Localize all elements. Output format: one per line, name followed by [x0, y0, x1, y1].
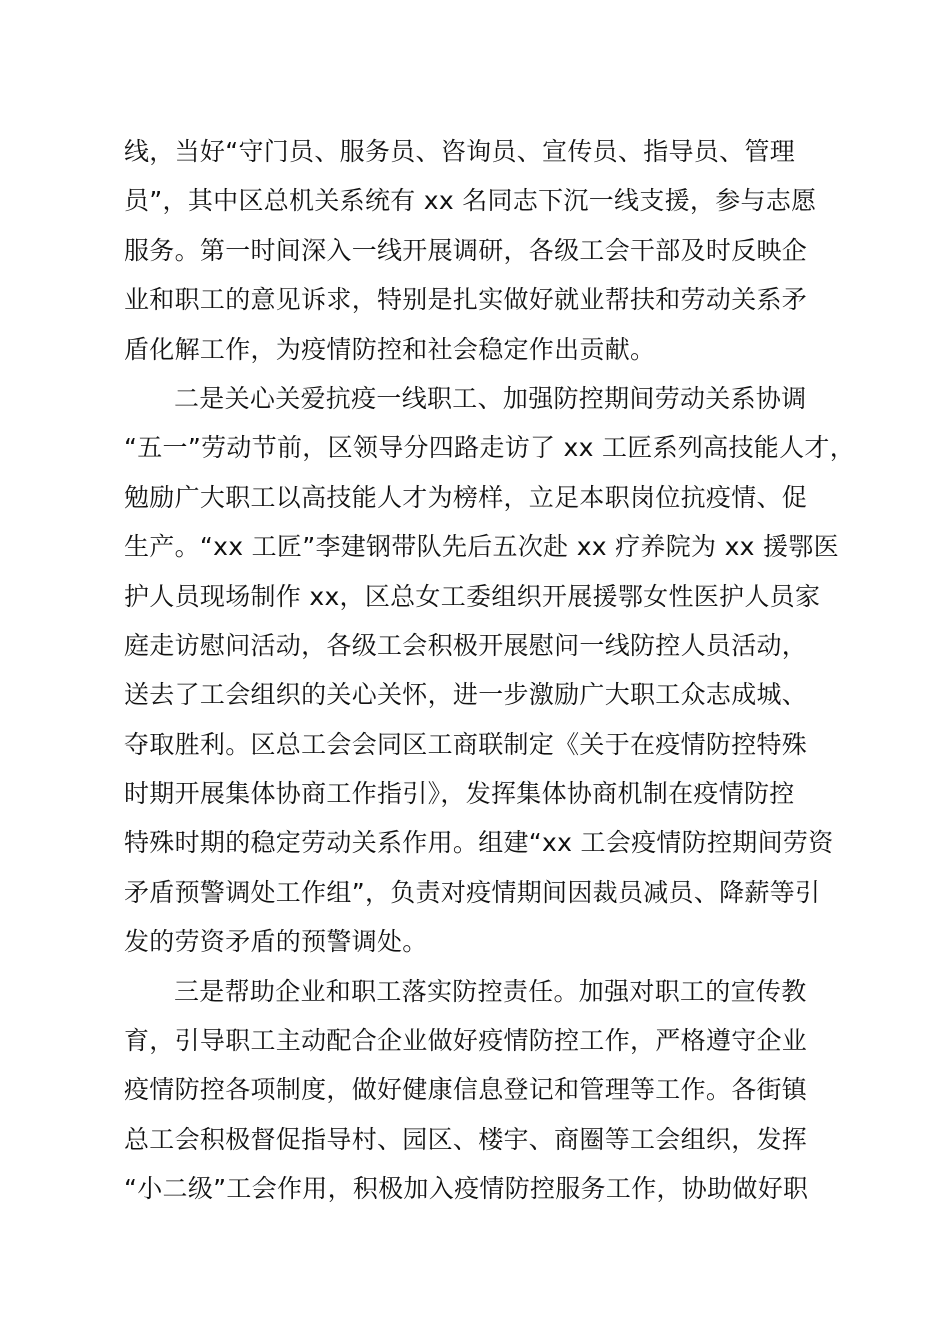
text-line: 育，引导职工主动配合企业做好疫情防控工作，严格遵守企业 [124, 1026, 808, 1056]
text-line: 庭走访慰问活动，各级工会积极开展慰问一线防控人员活动， [124, 630, 808, 660]
text-line: 服务。第一时间深入一线开展调研，各级工会干部及时反映企 [124, 235, 808, 265]
document-body [124, 127, 855, 1214]
text-line: 生产。“xx 工匠”李建钢带队先后五次赴 xx 疗养院为 xx 援鄂医 [124, 532, 839, 562]
text-line: 线，当好“守门员、服务员、咨询员、宣传员、指导员、管理 [124, 137, 796, 166]
text-line: 盾化解工作，为疫情防控和社会稳定作出贡献。 [124, 334, 656, 364]
text-line: 时期开展集体协商工作指引》，发挥集体协商机制在疫情防控 [124, 779, 795, 809]
text-line: 疫情防控各项制度，做好健康信息登记和管理等工作。各街镇 [124, 1075, 808, 1105]
text-line: “五一”劳动节前，区领导分四路走访了 xx 工匠系列高技能人才， [124, 433, 855, 463]
text-line: 夺取胜利。区总工会会同区工商联制定《关于在疫情防控特殊 [124, 729, 808, 759]
text-line: 员”，其中区总机关系统有 xx 名同志下沉一线支援，参与志愿 [124, 186, 817, 216]
text-line: 勉励广大职工以高技能人才为榜样，立足本职岗位抗疫情、促 [124, 482, 808, 512]
text-line: 总工会积极督促指导村、园区、楼宇、商圈等工会组织，发挥 [124, 1124, 808, 1154]
text-line: 特殊时期的稳定劳动关系作用。组建“xx 工会疫情防控期间劳资 [124, 828, 834, 858]
text-line: 发的劳资矛盾的预警调处。 [124, 927, 428, 957]
text-line: 送去了工会组织的关心关怀，进一步激励广大职工众志成城、 [124, 680, 808, 710]
paragraph-first-line: 二是关心关爱抗疫一线职工、加强防控期间劳动关系协调 [174, 383, 807, 413]
text-line: “小二级”工会作用，积极加入疫情防控服务工作，协助做好职 [124, 1174, 809, 1204]
paragraph-first-line: 三是帮助企业和职工落实防控责任。加强对职工的宣传教 [174, 976, 807, 1006]
text-line: 护人员现场制作 xx，区总女工委组织开展援鄂女性医护人员家 [124, 581, 821, 611]
text-line: 业和职工的意见诉求，特别是扎实做好就业帮扶和劳动关系矛 [124, 285, 808, 315]
text-line: 矛盾预警调处工作组”，负责对疫情期间因裁员减员、降薪等引 [124, 877, 821, 907]
